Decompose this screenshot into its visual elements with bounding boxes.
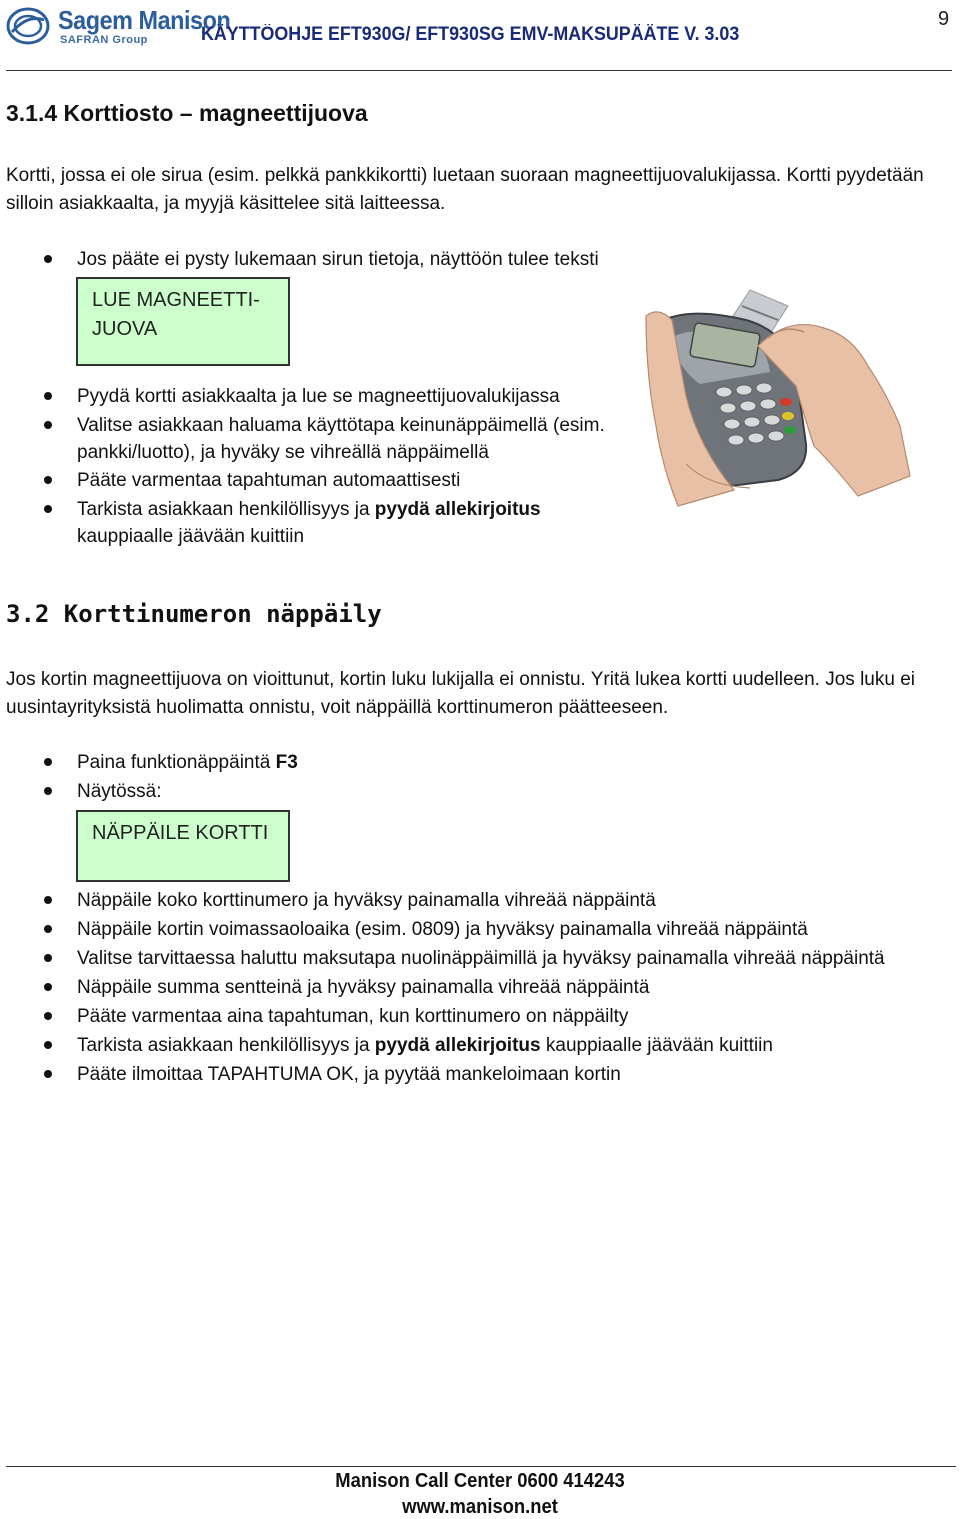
bullet-icon	[44, 1041, 52, 1049]
bullet1-bold: F3	[275, 752, 298, 773]
header-divider	[6, 70, 952, 71]
logo-subtitle: SAFRAN Group	[60, 34, 148, 46]
bullet-icon	[44, 1070, 52, 1078]
bullet5-text: Tarkista asiakkaan henkilöllisyys ja	[77, 499, 375, 520]
bullet-icon	[44, 392, 52, 400]
terminal-display-box	[76, 810, 290, 882]
bullet-icon	[44, 476, 52, 484]
sagem-logo-icon	[6, 6, 50, 46]
logo-name: Sagem Manison	[58, 5, 231, 35]
display-text: NÄPPÄILE KORTTI	[92, 822, 269, 844]
bullet-icon	[44, 1012, 52, 1020]
section2-bullet-6: Näppäile summa sentteinä ja hyväksy painamalla vihreää näppäintä	[77, 977, 650, 998]
display-line-2: JUOVA	[92, 318, 158, 340]
section1-bullet-3-line2: pankki/luotto), ja hyväky se vihreällä näppäimellä	[77, 442, 489, 463]
section1-intro-line2: silloin asiakkaalta, ja myyjä käsittelee sitä laitteessa.	[6, 193, 446, 214]
section1-intro-line1: Kortti, jossa ei ole sirua (esim. pelkkä pankkikortti) luetaan suoraan magneettijuovalukijassa. Kortti pyydetään	[6, 165, 924, 186]
footer-divider	[6, 1466, 956, 1467]
section2-bullet-1	[77, 748, 298, 777]
page-number: 9	[938, 8, 950, 30]
section-heading-3-2: 3.2 Korttinumeron näppäily	[6, 600, 382, 628]
section2-bullet-3: Näppäile koko korttinumero ja hyväksy painamalla vihreää näppäintä	[77, 890, 656, 911]
section2-intro-line2: uusintayrityksistä huolimatta onnistu, voit näppäillä korttinumeron päätteeseen.	[6, 697, 669, 718]
footer-call-center: Manison Call Center 0600 414243	[335, 1470, 625, 1492]
section1-bullet-5-line2: kauppiaalle jäävään kuittiin	[77, 526, 305, 547]
section-heading-3-1-4: 3.1.4 Korttiosto – magneettijuova	[6, 100, 368, 126]
bullet-icon	[44, 505, 52, 513]
bullet1-text: Paina funktionäppäintä	[77, 752, 276, 773]
section1-bullet-2: Pyydä kortti asiakkaalta ja lue se magneettijuovalukijassa	[77, 386, 560, 407]
card-terminal-photo	[638, 276, 918, 512]
section2-intro-line1: Jos kortin magneettijuova on vioittunut, kortin luku lukijalla ei onnistu. Yritä lukea kortti uudelleen. Jos luku ei	[6, 669, 915, 690]
bullet-icon	[44, 758, 52, 766]
bullet-icon	[44, 787, 52, 795]
terminal-display-box	[76, 277, 290, 366]
bullet-icon	[44, 421, 52, 429]
section1-bullet-1: Jos pääte ei pysty lukemaan sirun tietoja, näyttöön tulee teksti	[77, 249, 599, 270]
bullet8-text-end: kauppiaalle jäävään kuittiin	[540, 1035, 773, 1056]
section2-bullet-8	[77, 1031, 773, 1060]
bullet-icon	[44, 983, 52, 991]
section2-bullet-9: Pääte ilmoittaa TAPAHTUMA OK, ja pyytää mankeloimaan kortin	[77, 1064, 621, 1085]
section1-bullet-3-line1: Valitse asiakkaan haluama käyttötapa keinunäppäimellä (esim.	[77, 415, 605, 436]
section2-bullet-2: Näytössä:	[77, 781, 162, 802]
bullet5-bold: pyydä allekirjoitus	[374, 499, 541, 520]
bullet-icon	[44, 896, 52, 904]
company-logo	[6, 4, 231, 48]
bullet8-text: Tarkista asiakkaan henkilöllisyys ja	[77, 1035, 375, 1056]
section2-bullet-4: Näppäile kortin voimassaoloaika (esim. 0809) ja hyväksy painamalla vihreää näppäintä	[77, 919, 808, 940]
section2-bullet-7: Pääte varmentaa aina tapahtuman, kun korttinumero on näppäilty	[77, 1006, 629, 1027]
display-line-1: LUE MAGNEETTI-	[92, 289, 260, 311]
bullet-icon	[44, 954, 52, 962]
bullet8-bold: pyydä allekirjoitus	[374, 1035, 541, 1056]
section2-bullet-5: Valitse tarvittaessa haluttu maksutapa nuolinäppäimillä ja hyväksy painamalla vihreää näppäintä	[77, 948, 885, 969]
section1-bullet-5	[77, 495, 541, 524]
footer-website-link[interactable]: www.manison.net	[402, 1496, 558, 1518]
bullet-icon	[44, 255, 52, 263]
document-title: KÄYTTÖOHJE EFT930G/ EFT930SG EMV-MAKSUPÄÄTE V. 3.03	[201, 24, 740, 45]
section1-bullet-4: Pääte varmentaa tapahtuman automaattisesti	[77, 470, 461, 491]
bullet-icon	[44, 925, 52, 933]
